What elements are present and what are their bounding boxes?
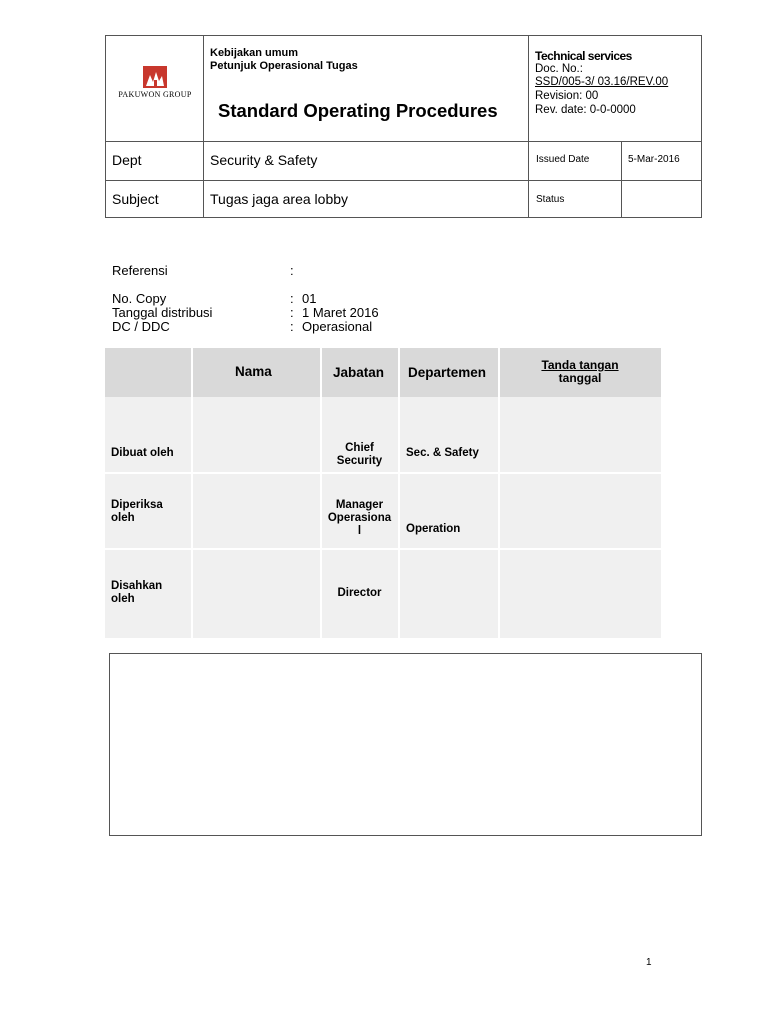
- jabatan-chief-security: [321, 442, 398, 468]
- doc-no-label: Doc. No.:: [535, 63, 583, 75]
- role-disahkan: [111, 580, 162, 606]
- page-number: 1: [646, 957, 652, 968]
- header-divider: [203, 36, 204, 217]
- row-divider: [105, 472, 661, 474]
- dc-value: Operasional: [302, 319, 373, 334]
- column-divider: [498, 348, 500, 638]
- logo-text: PAKUWON GROUP: [118, 90, 192, 99]
- dc-separator: :: [290, 319, 294, 334]
- role-diperiksa: [111, 499, 163, 525]
- column-header-jabatan: Jabatan: [333, 365, 385, 380]
- policy-line-1: Kebijakan umum: [210, 47, 299, 59]
- issued-date-value: 5-Mar-2016: [628, 154, 680, 165]
- technical-services: Technical services: [535, 49, 632, 63]
- dept-label: Dept: [112, 152, 142, 168]
- distribution-date-label: Tanggal distribusi: [112, 305, 213, 320]
- jabatan-text: l: [357, 525, 362, 537]
- revision-date: Rev. date: 0-0-0000: [535, 104, 636, 116]
- content-box: [109, 653, 702, 836]
- subject-value: Tugas jaga area lobby: [210, 191, 349, 207]
- status-label: Status: [536, 194, 565, 205]
- referensi-label: Referensi: [112, 263, 168, 278]
- copy-separator: :: [290, 291, 294, 306]
- company-logo: [112, 66, 198, 99]
- signature-header-line2: tanggal: [558, 371, 602, 385]
- document-title: Standard Operating Procedures: [218, 100, 498, 121]
- subject-label: Subject: [112, 191, 159, 207]
- jabatan-text: Manager: [335, 499, 384, 511]
- document-header-table: [105, 35, 702, 218]
- signature-header-line1: Tanda tangan: [541, 358, 619, 372]
- policy-line-2: Petunjuk Operasional Tugas: [210, 60, 358, 72]
- role-text: oleh: [111, 593, 135, 605]
- column-divider: [398, 348, 400, 638]
- copy-value: 01: [302, 291, 317, 306]
- header-divider: [621, 141, 622, 217]
- distribution-date-value: 1 Maret 2016: [302, 305, 379, 320]
- role-text: oleh: [111, 512, 135, 524]
- role-text: Dibuat oleh: [111, 447, 174, 459]
- header-row-line: [106, 180, 701, 181]
- role-text: Diperiksa: [111, 499, 163, 511]
- departemen-operation: Operation: [406, 523, 461, 535]
- approval-table: [105, 348, 661, 638]
- jabatan-text: Chief: [345, 442, 374, 454]
- column-header-signature: [500, 359, 660, 385]
- departemen-sec-safety: Sec. & Safety: [406, 447, 479, 459]
- jabatan-text: Director: [337, 587, 382, 599]
- row-divider: [105, 548, 661, 550]
- jabatan-text: Security: [336, 455, 383, 467]
- revision: Revision: 00: [535, 90, 599, 102]
- referensi-separator: :: [290, 263, 294, 278]
- jabatan-manager-operasional: [321, 499, 398, 538]
- column-header-nama: Nama: [235, 364, 272, 379]
- copy-label: No. Copy: [112, 291, 167, 306]
- jabatan-text: Operasiona: [327, 512, 392, 524]
- role-text: Disahkan: [111, 580, 163, 592]
- dc-label: DC / DDC: [112, 319, 170, 334]
- column-header-departemen: Departemen: [408, 365, 487, 380]
- issued-date-label: Issued Date: [536, 154, 590, 165]
- header-row-line: [106, 141, 701, 142]
- role-dibuat: [111, 447, 174, 460]
- dept-value: Security & Safety: [210, 152, 318, 168]
- distribution-date-separator: :: [290, 305, 294, 320]
- jabatan-director: [321, 587, 398, 600]
- column-divider: [191, 348, 193, 638]
- header-divider: [528, 36, 529, 217]
- doc-no-value: SSD/005-3/ 03.16/REV.00: [535, 76, 669, 88]
- pakuwon-logo-icon: [143, 66, 167, 88]
